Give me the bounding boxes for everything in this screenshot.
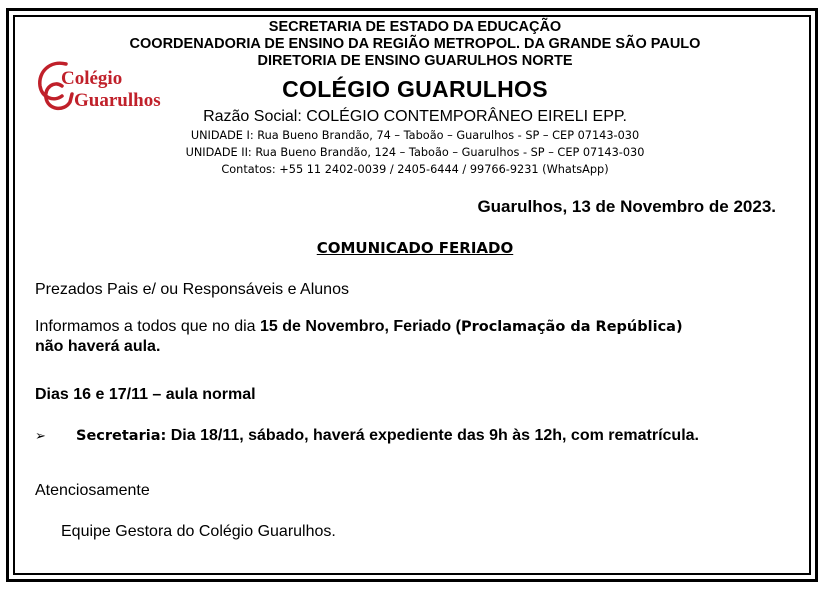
document-date: Guarulhos, 13 de Novembro de 2023.: [477, 197, 776, 216]
logo-text-line2: Guarulhos: [74, 90, 161, 111]
school-logo: [36, 58, 166, 114]
razao-social: Razão Social: COLÉGIO CONTEMPORÂNEO EIRELI EPP.: [203, 108, 627, 125]
announcement-prefix: Informamos a todos que no dia: [35, 318, 261, 335]
closing: Atenciosamente: [35, 482, 150, 499]
secretaria-text: Dia 18/11, sábado, haverá expediente das 9h às 12h, com rematrícula.: [166, 427, 699, 444]
document-title: COMUNICADO FERIADO: [316, 239, 514, 257]
holiday-reason: Proclamação da República): [460, 319, 683, 335]
unit-1-address: UNIDADE I: Rua Bueno Brandão, 74 – Taboão – Guarulhos - SP – CEP 07143-030: [190, 129, 640, 142]
logo-graphic: [36, 58, 166, 114]
signature: Equipe Gestora do Colégio Guarulhos.: [61, 523, 336, 540]
header-diretoria: DIRETORIA DE ENSINO GUARULHOS NORTE: [257, 53, 573, 69]
unit-2-address: UNIDADE II: Rua Bueno Brandão, 124 – Taboão – Guarulhos - SP – CEP 07143-030: [185, 146, 645, 159]
no-class-notice: não haverá aula.: [35, 338, 161, 355]
header-coordenadoria: COORDENADORIA DE ENSINO DA REGIÃO METROPOL. DA GRANDE SÃO PAULO: [129, 36, 701, 52]
header-secretaria: SECRETARIA DE ESTADO DA EDUCAÇÃO: [268, 19, 562, 35]
school-name: COLÉGIO GUARULHOS: [282, 76, 548, 102]
arrow-bullet-icon: ➢: [35, 429, 46, 444]
contacts: Contatos: +55 11 2402-0039 / 2405-6444 / 99766-9231 (WhatsApp): [221, 163, 609, 176]
greeting: Prezados Pais e/ ou Responsáveis e Alunos: [35, 281, 349, 298]
announcement-line: [35, 317, 683, 337]
secretaria-label: Secretaria:: [76, 428, 167, 444]
normal-days-notice: Dias 16 e 17/11 – aula normal: [35, 386, 256, 403]
secretaria-bullet: [35, 426, 699, 447]
logo-text-line1: Colégio: [61, 68, 123, 89]
holiday-date: 15 de Novembro, Feriado (: [260, 318, 461, 335]
